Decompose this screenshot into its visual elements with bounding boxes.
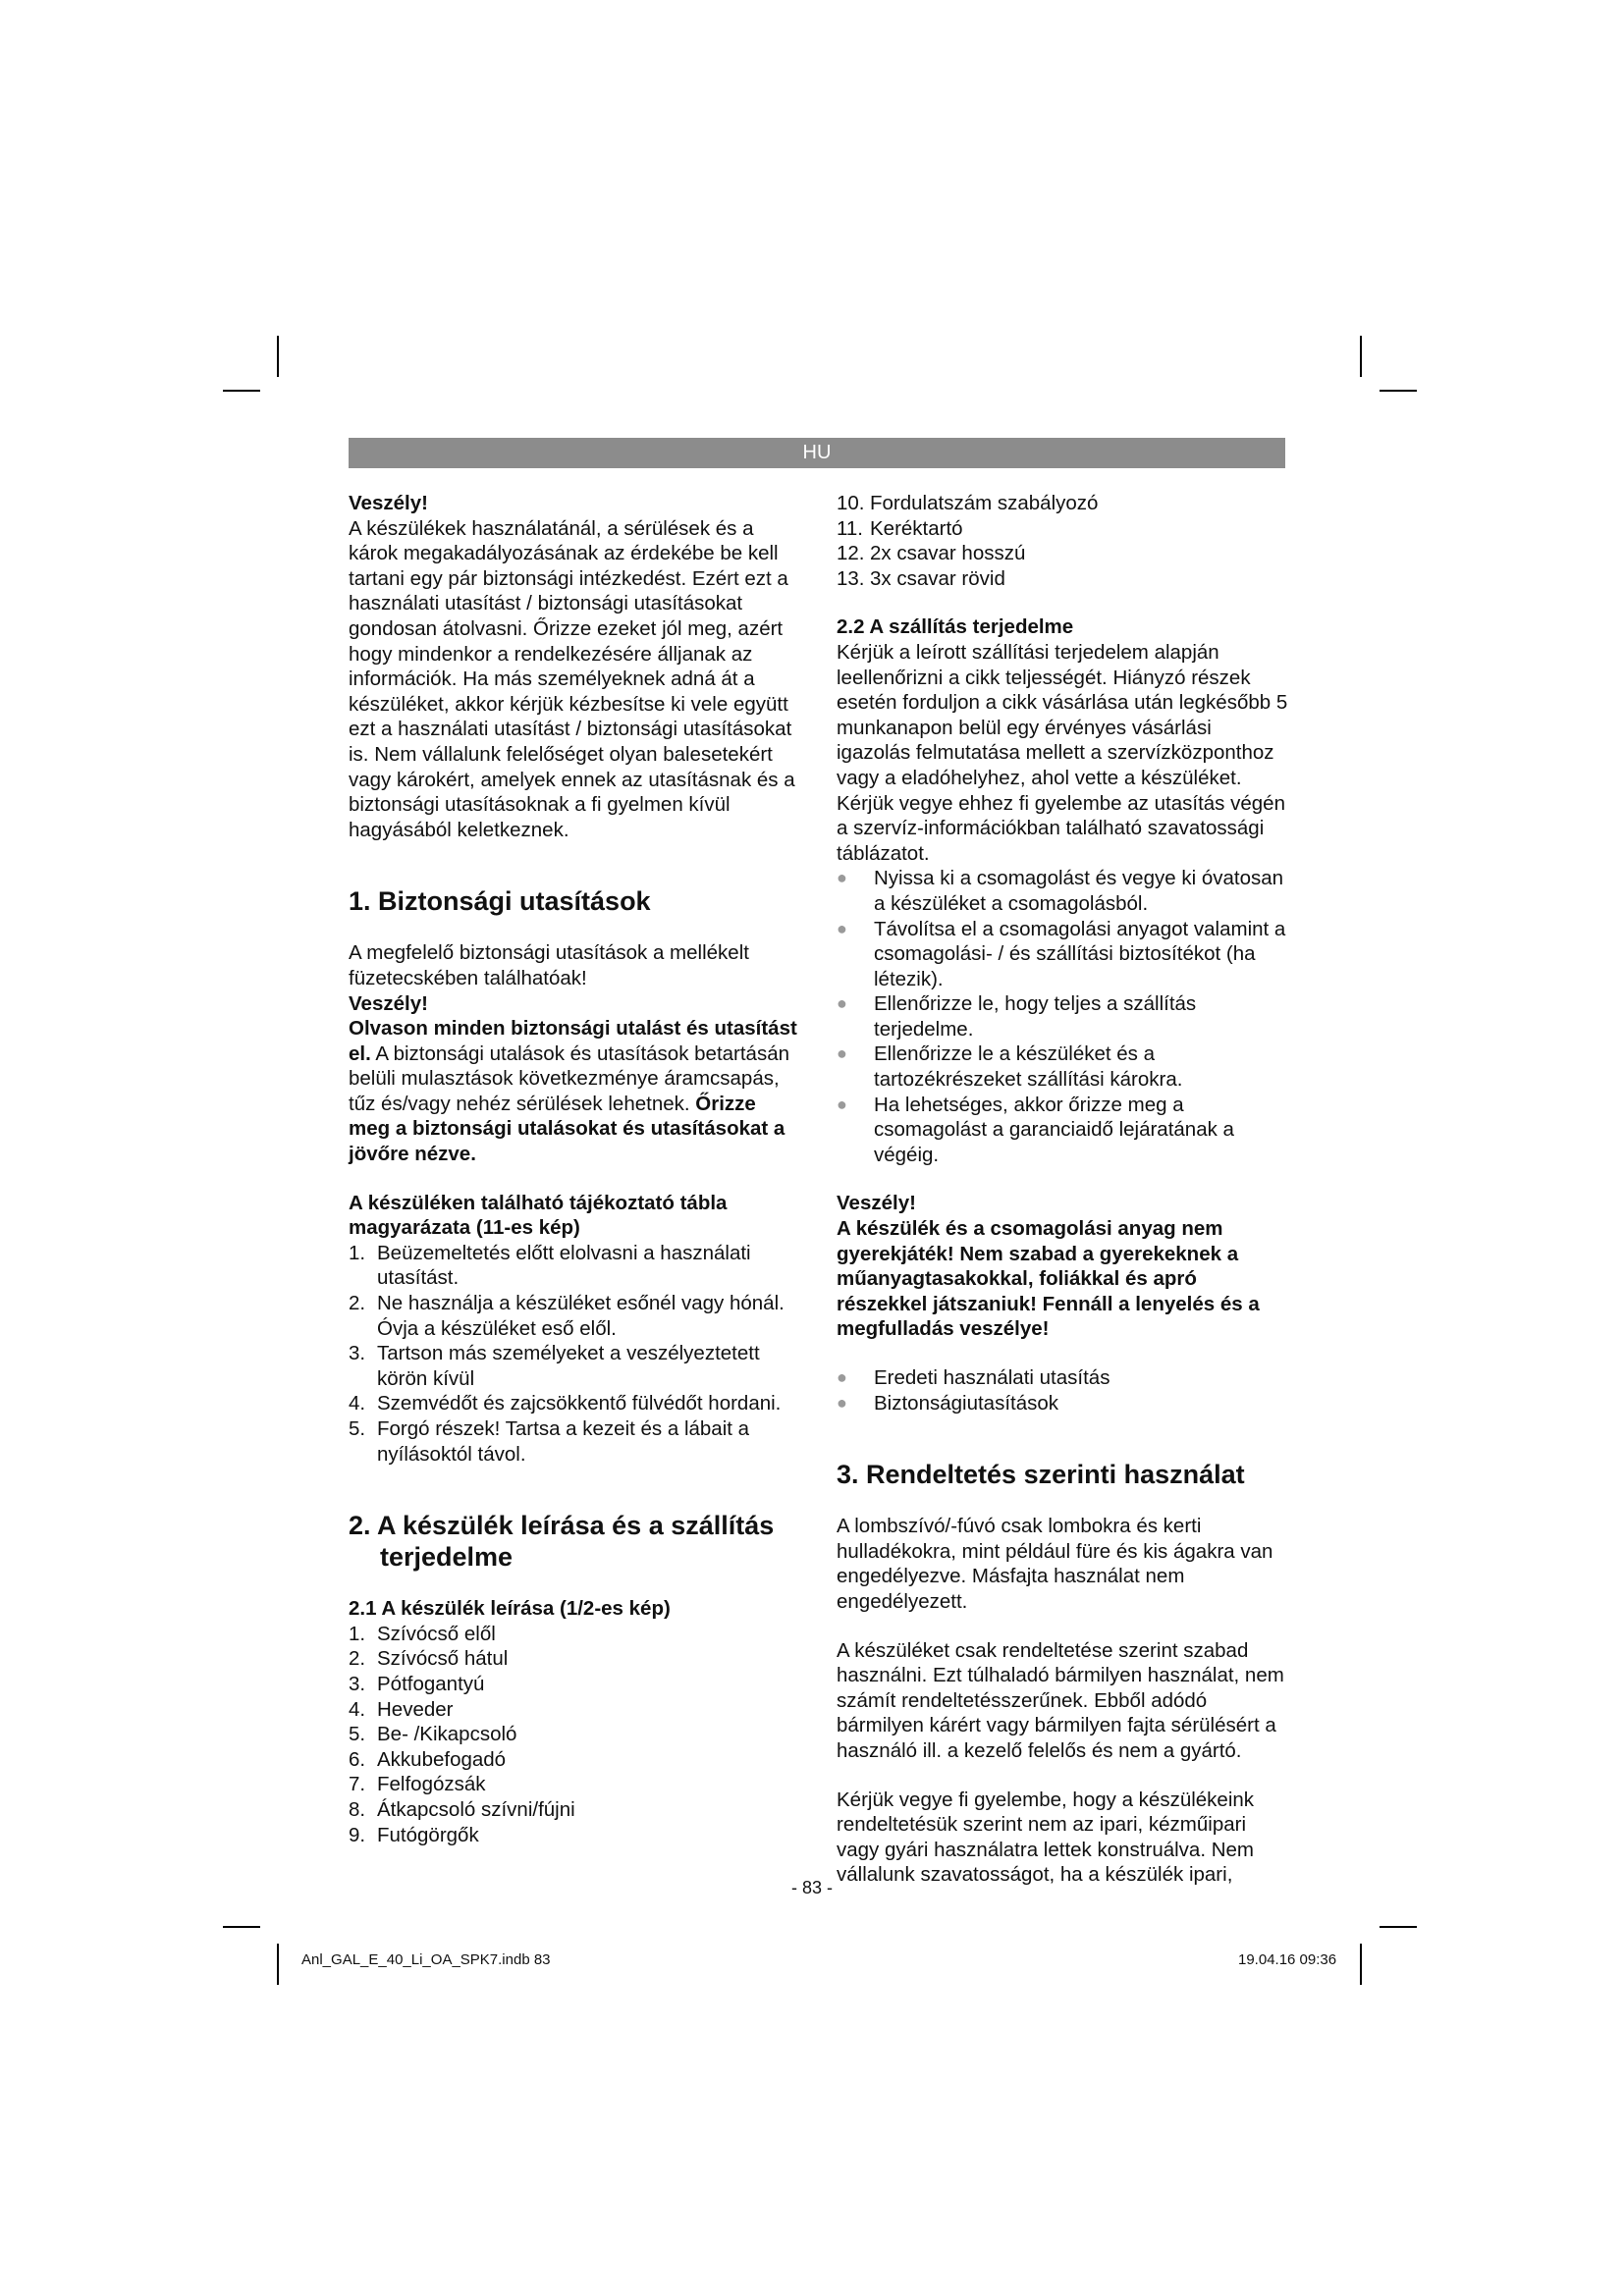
item-number: 8.: [349, 1797, 366, 1821]
section-3-paragraph-3: Kérjük vegye fi gyelembe, hogy a készülékeink rendeltetésük szerint nem az ipari, kézműipari vagy gyári használatra lettek konstruálva. Nem vállalunk szavatosságot, ha a készülék ipari,: [837, 1788, 1255, 1887]
item-number: 5.: [349, 1417, 366, 1440]
item-text: Eredeti használati utasítás: [874, 1366, 1110, 1389]
item-text: Keréktartó: [870, 516, 963, 540]
unpacking-steps-list: [837, 866, 1288, 1167]
list-item: [349, 1747, 800, 1773]
list-item: [837, 917, 1288, 992]
list-item: [837, 1041, 1288, 1092]
section-2-title: [349, 1510, 800, 1573]
list-item: [349, 1416, 800, 1467]
list-item: [349, 1823, 800, 1848]
bullet-icon: ●: [837, 1094, 847, 1114]
crop-mark: [223, 390, 260, 392]
sign-list: [349, 1241, 800, 1467]
list-item: [349, 1722, 800, 1747]
item-text: Szívócső hátul: [377, 1647, 509, 1671]
section-3-paragraph-1: A lombszívó/-fúvó csak lombokra és kerti hulladékokra, mint például füre és kis ágakra van engedélyezve. Másfajta használat nem engedélyezett.: [837, 1515, 1273, 1613]
item-text: Fordulatszám szabályozó: [870, 492, 1099, 514]
item-text: Szívócső elől: [377, 1622, 496, 1645]
item-number: 6.: [349, 1747, 366, 1771]
list-item: [349, 1672, 800, 1697]
print-timestamp: 19.04.16 09:36: [1238, 1951, 1337, 1968]
list-item: [837, 491, 1288, 516]
list-item: [349, 1646, 800, 1672]
bullet-icon: ●: [837, 918, 847, 938]
item-number: 12.: [837, 542, 865, 565]
crop-mark: [1380, 390, 1417, 392]
item-text: Futógörgők: [377, 1823, 479, 1846]
item-number: 2.: [349, 1647, 366, 1671]
item-number: 7.: [349, 1773, 366, 1796]
list-item: [349, 1772, 800, 1797]
list-item: [349, 1341, 800, 1391]
list-item: [837, 1391, 1288, 1416]
item-number: 13.: [837, 566, 865, 590]
section-2-title-line-1: 2. A készülék leírása és a szállítás: [349, 1511, 775, 1541]
item-number: 1.: [349, 1241, 366, 1264]
bullet-icon: ●: [837, 993, 847, 1014]
item-number: 5.: [349, 1723, 366, 1746]
list-item: [837, 1093, 1288, 1168]
section-1-warning-title: Veszély!: [349, 991, 428, 1015]
section-1-title: 1. Biztonsági utasítások: [349, 886, 651, 917]
item-text: Ellenőrizze le a készüléket és a tartozékrészeket szállítási károkra.: [874, 1042, 1183, 1092]
list-item: [349, 1391, 800, 1416]
item-text: Felfogózsák: [377, 1773, 486, 1796]
item-text: Forgó részek! Tartsa a kezeit és a lábait a nyílásoktól távol.: [377, 1417, 750, 1466]
item-number: 3.: [349, 1672, 366, 1695]
warning-body-text: A biztonsági utalások és utasítások betartásán belüli mulasztások következménye áramcsapás, tűz és/vagy nehéz sérülések lehetnek.: [349, 1041, 790, 1115]
sign-explanation-title: A készüléken található tájékoztató tábla magyarázata (11-es kép): [349, 1191, 728, 1240]
bullet-icon: ●: [837, 1367, 847, 1387]
parts-list-continued: [837, 491, 1288, 591]
crop-mark: [1380, 1926, 1417, 1928]
item-text: Pótfogantyú: [377, 1672, 485, 1695]
item-number: 1.: [349, 1622, 366, 1645]
list-item: [349, 1622, 800, 1647]
section-2-title-line-2: terjedelme: [380, 1542, 514, 1573]
section-2-2-title: 2.2 A szállítás terjedelme: [837, 615, 1074, 639]
item-number: 4.: [349, 1697, 366, 1721]
section-2-2-text: Kérjük a leírott szállítási terjedelem alapján leellenőrizni a cikk teljességét. Hiányzó részek esetén forduljon a cikk vásárlása után legkésőbb 5 munkanapon belül egy érvényes vásárlási igazolás felmutatása mellett a szervízközponthoz vagy a eladóhelyhez, ahol vette a készüléket. Kérjük vegye ehhez fi gyelembe az utasítás végén a szervíz-információkban található szavatossági táblázatot.: [837, 640, 1288, 865]
item-text: Biztonságiutasítások: [874, 1391, 1059, 1415]
item-text: Átkapcsoló szívni/fújni: [377, 1797, 575, 1821]
item-number: 9.: [349, 1823, 366, 1846]
item-number: 4.: [349, 1392, 366, 1415]
item-text: Beüzemeltetés előtt elolvasni a használati utasítást.: [377, 1241, 751, 1290]
item-number: 10.: [837, 492, 865, 514]
item-text: Ha lehetséges, akkor őrizze meg a csomagolást a garanciaidő lejáratának a végéig.: [874, 1093, 1234, 1166]
item-text: Ne használja a készüléket esőnél vagy hónál. Óvja a készüléket eső elől.: [377, 1292, 785, 1340]
warning-title: Veszély!: [349, 492, 428, 514]
right-column: [837, 491, 1288, 1888]
section-1-intro: A megfelelő biztonsági utasítások a mellékelt füzetecskében találhatóak!: [349, 941, 749, 989]
warning-bold-text: Olvason minden biztonsági utalást és utasítást el.: [349, 1017, 797, 1065]
crop-mark: [277, 336, 279, 377]
print-file-name: Anl_GAL_E_40_Li_OA_SPK7.indb 83: [301, 1951, 551, 1968]
item-text: Heveder: [377, 1697, 454, 1721]
list-item: [837, 866, 1288, 916]
item-text: Be- /Kikapcsoló: [377, 1723, 517, 1746]
item-text: Akkubefogadó: [377, 1747, 507, 1771]
item-number: 3.: [349, 1342, 366, 1365]
item-text: Távolítsa el a csomagolási anyagot valamint a csomagolási- / és szállítási biztosítékot (ha létezik).: [874, 917, 1286, 990]
list-item: [837, 541, 1288, 566]
list-item: [837, 1365, 1288, 1391]
warning-2-title: Veszély!: [837, 1192, 916, 1215]
bullet-icon: ●: [837, 1043, 847, 1064]
item-number: 11.: [837, 516, 863, 540]
bullet-icon: ●: [837, 1392, 847, 1413]
item-text: 3x csavar rövid: [870, 566, 1005, 590]
included-documents-list: [837, 1365, 1288, 1415]
item-text: 2x csavar hosszú: [870, 542, 1026, 565]
crop-mark: [1360, 336, 1362, 377]
item-number: 2.: [349, 1292, 366, 1315]
section-1-warning-paragraph: [349, 1016, 800, 1167]
item-text: Tartson más személyeket a veszélyeztetett körön kívül: [377, 1342, 760, 1390]
left-column: [349, 491, 800, 1847]
list-item: [837, 566, 1288, 592]
crop-mark: [1360, 1944, 1362, 1985]
warning-2-text: A készülék és a csomagolási anyag nem gyerekjáték! Nem szabad a gyerekeknek a műanyagtasakokkal, foliákkal és apró részekkel játszaniuk! Fennáll a lenyelés és a megfulladás veszélye!: [837, 1217, 1260, 1341]
warning-text: A készülékek használatánál, a sérülések és a károk megakadályozásának az érdekébe be kell tartani egy pár biztonsági intézkedést. Ezért ezt a használati utasítást / biztonsági utasításokat gondosan átolvasni. Őrizze ezeket jól meg, azért hogy mindenkor a rendelkezésére álljanak az információk. Ha más személyeknek adná át a készüléket, akkor kérjük kézbesítse ki vele együtt ezt a használati utasítást / biztonsági utasításokat is. Nem vállalunk felelőséget olyan balesetekért vagy károkért, amelyek ennek az utasításnak és a biztonsági utasításoknak a fi gyelmen kívül hagyásából keletkeznek.: [349, 516, 795, 841]
bullet-icon: ●: [837, 868, 847, 888]
list-item: [837, 991, 1288, 1041]
section-3-title: 3. Rendeltetés szerinti használat: [837, 1460, 1245, 1490]
list-item: [349, 1797, 800, 1823]
crop-mark: [277, 1944, 279, 1985]
list-item: [349, 1241, 800, 1291]
warning-bold-text-2: Őrizze meg a biztonsági utalásokat és utasításokat a jövőre nézve.: [349, 1092, 785, 1166]
item-text: Nyissa ki a csomagolást és vegye ki óvatosan a készüléket a csomagolásból.: [874, 867, 1284, 915]
item-text: Szemvédőt és zajcsökkentő fülvédőt hordani.: [377, 1392, 782, 1415]
page-number: - 83 -: [790, 1878, 833, 1897]
list-item: [837, 516, 1288, 542]
language-header-bar: HU: [349, 438, 1285, 468]
list-item: [349, 1697, 800, 1723]
list-item: [349, 1291, 800, 1341]
section-3-paragraph-2: A készüléket csak rendeltetése szerint szabad használni. Ezt túlhaladó bármilyen használat, nem számít rendeltetésszerűnek. Ebből adódó bármilyen kárért vagy bármilyen fajta sérülésért a használó ill. a kezelő felelős és nem a gyártó.: [837, 1638, 1284, 1762]
crop-mark: [223, 1926, 260, 1928]
parts-list: [349, 1622, 800, 1847]
section-2-1-title: 2.1 A készülék leírása (1/2-es kép): [349, 1597, 671, 1621]
item-text: Ellenőrizze le, hogy teljes a szállítás terjedelme.: [874, 992, 1197, 1041]
